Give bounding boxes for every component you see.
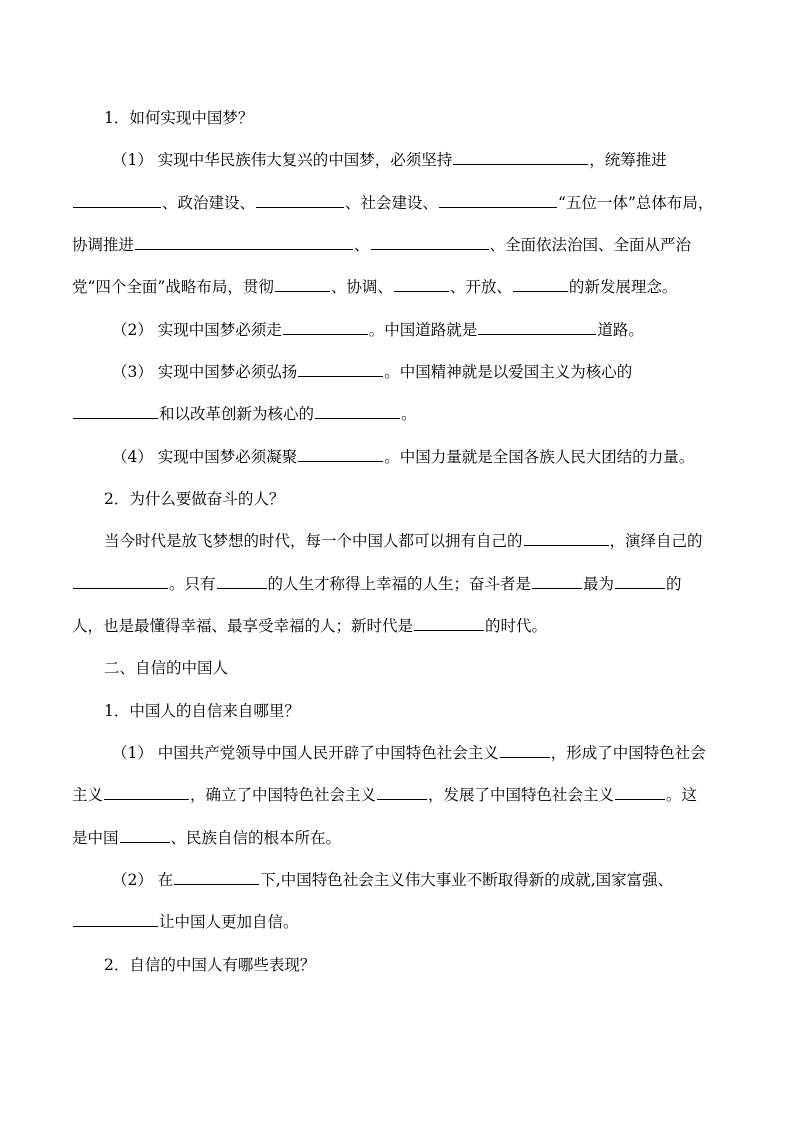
paragraph-line [104,529,754,553]
fill-blank[interactable] [298,360,383,377]
text: 最为 [583,575,615,593]
text: 1．中国人的自信来自哪里？ [104,702,300,720]
fill-blank[interactable] [371,233,489,250]
fill-blank[interactable] [73,910,158,927]
question-heading [104,953,754,977]
paragraph-line [72,191,722,215]
text: 让中国人更加自信。 [159,913,299,931]
text: 当今时代是放飞梦想的时代，每一个中国人都可以拥有自己的 [104,532,523,550]
paragraph-line [72,233,722,257]
fill-blank[interactable] [283,318,368,335]
fill-blank[interactable] [414,614,484,631]
fill-blank[interactable] [120,826,170,843]
text: 是中国 [72,829,119,847]
text: “五位一体”总体布局， [558,194,714,212]
question-heading [104,487,754,511]
text: ，演绎自己的 [609,532,703,550]
section-heading [104,656,754,680]
question-heading [104,106,754,130]
paragraph-line [72,783,722,807]
text: 和以改革创新为核心的 [159,405,315,423]
fill-blank[interactable] [524,529,609,546]
text: （2） 在 [112,871,174,889]
text: 人，也是最懂得幸福、最享受幸福的人；新时代是 [72,617,414,635]
text: （1） 中国共产党领导中国人民开辟了中国特色社会主义 [112,744,499,762]
text: 。中国道路就是 [368,321,478,339]
text: 。 [401,405,417,423]
fill-blank[interactable] [104,783,189,800]
fill-blank[interactable] [73,402,158,419]
fill-blank[interactable] [377,783,427,800]
text: ，发展了中国特色社会主义 [428,786,615,804]
text: ，形成了中国特色社会 [550,744,706,762]
text: 。中国力量就是全国各族人民大团结的力量。 [384,448,695,466]
text: ，确立了中国特色社会主义 [190,786,377,804]
sub-item-1 [112,741,762,765]
text: 、民族自信的根本所在。 [170,829,342,847]
paragraph-line [72,275,722,299]
fill-blank[interactable] [298,445,383,462]
text: 的时代。 [485,617,548,635]
text: 1．如何实现中国梦？ [104,109,254,127]
fill-blank[interactable] [315,402,400,419]
text: 、开放、 [449,278,512,296]
text: 的人生才称得上幸福的人生；奋斗者是 [267,575,532,593]
fill-blank[interactable] [478,318,596,335]
text: 2．为什么要做奋斗的人？ [104,490,285,508]
text: 下,中国特色社会主义伟大事业不断取得新的成就,国家富强、 [260,871,674,889]
text: 、协调、 [330,278,393,296]
fill-blank[interactable] [73,191,161,208]
text: 二、自信的中国人 [104,659,229,677]
fill-blank[interactable] [394,275,449,292]
fill-blank[interactable] [615,783,665,800]
fill-blank[interactable] [73,572,168,589]
question-heading [104,699,754,723]
text: （1） 实现中华民族伟大复兴的中国梦，必须坚持 [112,151,453,169]
text: 2．自信的中国人有哪些表现？ [104,956,316,974]
text: 道路。 [597,321,644,339]
paragraph-line [72,572,722,596]
fill-blank[interactable] [174,868,259,885]
text: （3） 实现中国梦必须弘扬 [112,363,298,381]
sub-item-3 [112,360,762,384]
paragraph-line [72,402,722,426]
sub-item-4 [112,445,762,469]
fill-blank[interactable] [135,233,353,250]
fill-blank[interactable] [256,191,344,208]
text: 。这 [666,786,698,804]
text: ，统筹推进 [589,151,667,169]
text: 的新发展理念。 [568,278,678,296]
paragraph-line [72,614,722,638]
sub-item-1 [112,148,762,172]
text: 、 [354,236,370,254]
fill-blank[interactable] [453,148,588,165]
text: 。只有 [169,575,216,593]
text: 的 [666,575,682,593]
sub-item-2 [112,868,762,892]
text: 、政治建设、 [162,194,256,212]
fill-blank[interactable] [275,275,330,292]
text: 。中国精神就是以爱国主义为核心的 [384,363,633,381]
text: 协调推进 [72,236,135,254]
fill-blank[interactable] [615,572,665,589]
text: 、全面依法治国、全面从严治 [489,236,692,254]
fill-blank[interactable] [500,741,550,758]
text: 、社会建设、 [345,194,439,212]
sub-item-2 [112,318,762,342]
text: 党“四个全面”战略布局，贯彻 [72,278,274,296]
text: （2） 实现中国梦必须走 [112,321,282,339]
text: （4） 实现中国梦必须凝聚 [112,448,298,466]
fill-blank[interactable] [532,572,582,589]
paragraph-line [72,826,722,850]
text: 主义 [72,786,104,804]
fill-blank[interactable] [439,191,557,208]
fill-blank[interactable] [217,572,267,589]
paragraph-line [72,910,722,934]
fill-blank[interactable] [513,275,568,292]
